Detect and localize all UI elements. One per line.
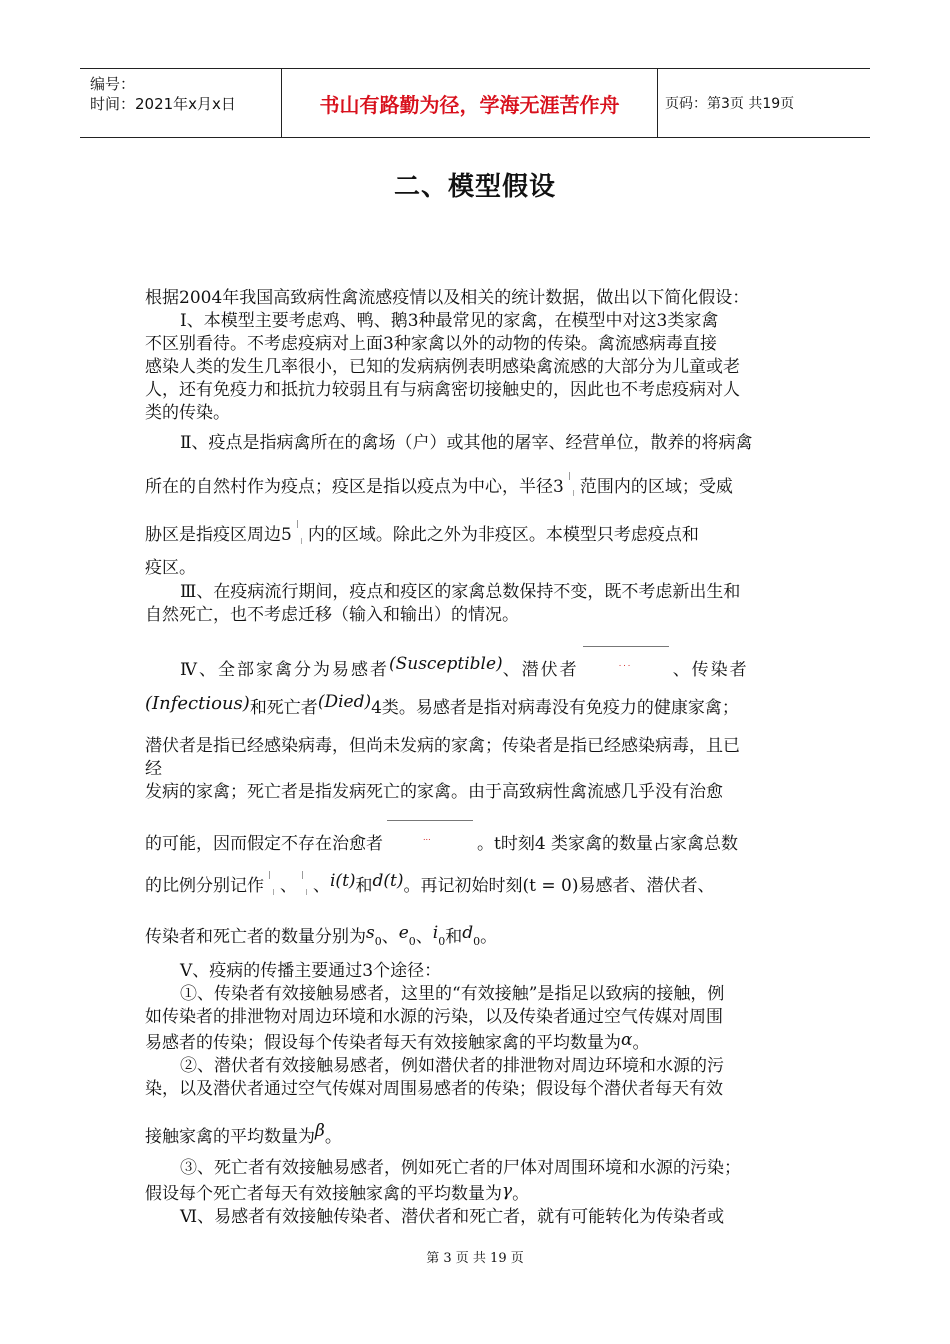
- paragraph-line: 人，还有免疫力和抵抗力较弱且有与病禽密切接触史的，因此也不考虑疫病对人: [145, 380, 740, 400]
- paragraph-line: [145, 691, 739, 719]
- paragraph-line: 经: [145, 759, 162, 779]
- number-label: 编号：: [90, 75, 136, 93]
- text-run: 。: [512, 1184, 530, 1204]
- paragraph-line: ③、死亡者有效接触易感者，例如死亡者的尸体对周围环境和水源的污染；: [180, 1158, 741, 1178]
- paragraph-line: 潜伏者是指已经感染病毒，但尚未发病的家禽；传染者是指已经感染病毒，且已: [145, 736, 740, 756]
- math-died: (Died): [317, 692, 372, 712]
- paragraph-line: 不区别看待。不考虑疫病对上面3种家禽以外的动物的传染。禽流感病毒直接: [145, 334, 717, 354]
- paragraph-line: 疫区。: [145, 558, 196, 578]
- text-run: 。再记初始时刻(t = 0)易感者、潜伏者、: [403, 876, 715, 896]
- formula-placeholder: [267, 871, 277, 897]
- formula-placeholder: ...: [583, 646, 669, 667]
- subscript-zero: 0: [408, 935, 416, 948]
- text-run: 。t时刻4 类家禽的数量占家禽总数: [477, 834, 739, 854]
- page-footer: 第 3 页 共 19 页: [426, 1251, 524, 1266]
- text-run: 和死亡者: [249, 698, 318, 718]
- math-gamma: γ: [502, 1181, 513, 1201]
- text-run: 传染者和死亡者的数量分别为: [145, 927, 366, 947]
- motto: 书山有路勤为径，学海无涯苦作舟: [281, 69, 658, 137]
- text-run: 。: [324, 1127, 342, 1147]
- text-run: 和: [355, 876, 373, 896]
- formula-placeholder: ...: [387, 820, 473, 841]
- text-run: 所在的自然村作为疫点；疫区是指以疫点为中心，半径3: [145, 477, 564, 497]
- math-i0: i: [432, 923, 439, 943]
- math-d0: d: [462, 923, 474, 943]
- text-run: 接触家禽的平均数量为: [145, 1127, 315, 1147]
- text-run: 假设每个死亡者每天有效接触家禽的平均数量为: [145, 1184, 502, 1204]
- paragraph-line: Ⅰ、本模型主要考虑鸡、鸭、鹅3种最常见的家禽，在模型中对这3类家禽: [180, 311, 719, 331]
- math-infectious: (Infectious): [145, 693, 250, 714]
- math-alpha: α: [621, 1030, 633, 1050]
- date-label: 时间：2021年x月x日: [90, 95, 236, 113]
- text-run: 、传染者: [672, 660, 749, 680]
- formula-placeholder: [300, 871, 310, 897]
- paragraph-line: [145, 520, 699, 546]
- text-run: 、: [313, 876, 330, 896]
- header-table: [80, 68, 870, 138]
- text-run: Ⅳ、全部家禽分为易感者: [180, 660, 389, 680]
- math-it: i(t): [330, 871, 356, 891]
- paragraph-line: [145, 820, 738, 855]
- text-run: 的可能，因而假定不存在治愈者: [145, 834, 383, 854]
- text-run: 。: [632, 1033, 650, 1053]
- paragraph-line: [145, 922, 497, 953]
- math-beta: β: [315, 1121, 325, 1141]
- paragraph-line: 类的传染。: [145, 403, 230, 423]
- subscript-zero: 0: [374, 935, 382, 948]
- text-run: 的比例分别记作: [145, 876, 264, 896]
- paragraph-line: Ⅱ、疫点是指病禽所在的禽场（户）或其他的屠宰、经营单位，散养的将病禽: [180, 433, 753, 453]
- paragraph-line: Ⅴ、疫病的传播主要通过3个途径：: [180, 961, 442, 981]
- text-run: 范围内的区域；受威: [579, 477, 733, 497]
- unit-placeholder: [295, 520, 305, 546]
- section-title: 二、模型假设: [393, 172, 556, 202]
- paragraph-line: Ⅲ、在疫病流行期间，疫点和疫区的家禽总数保持不变，既不考虑新出生和: [180, 582, 741, 602]
- paragraph-line: [145, 1180, 529, 1205]
- paragraph-line: [180, 646, 749, 681]
- paragraph-line: Ⅵ、易感者有效接触传染者、潜伏者和死亡者，就有可能转化为传染者或: [180, 1207, 725, 1227]
- paragraph-line: 感染人类的发生几率很小，已知的发病病例表明感染禽流感的大部分为儿童或老: [145, 357, 740, 377]
- subscript-zero: 0: [438, 935, 446, 948]
- math-e0: e: [398, 923, 409, 943]
- text-run: 和: [445, 927, 463, 947]
- paragraph-line: [145, 1120, 342, 1148]
- header-left-cell: [80, 69, 280, 137]
- text-run: 。: [480, 927, 498, 947]
- text-run: 、: [381, 927, 399, 947]
- paragraph-line: ①、传染者有效接触易感者，这里的“有效接触”是指足以致病的接触，例: [180, 984, 725, 1004]
- paragraph-line: [145, 472, 733, 498]
- text-run: 胁区是指疫区周边5: [145, 525, 292, 545]
- subscript-zero: 0: [473, 935, 481, 948]
- paragraph-line: [145, 870, 715, 897]
- math-dt: d(t): [372, 871, 404, 891]
- page-info: 页码：第3页 共19页: [665, 96, 795, 112]
- paragraph-line: 染，以及潜伏者通过空气传媒对周围易感者的传染；假设每个潜伏者每天有效: [145, 1079, 723, 1099]
- text-run: 内的区域。除此之外为非疫区。本模型只考虑疫点和: [307, 525, 699, 545]
- unit-placeholder: [567, 472, 577, 498]
- math-susceptible: (Susceptible): [388, 654, 503, 674]
- paragraph-line: 发病的家禽；死亡者是指发病死亡的家禽。由于高致病性禽流感几乎没有治愈: [145, 782, 723, 802]
- math-s0: s: [366, 923, 375, 943]
- text-run: 4类。易感者是指对病毒没有免疫力的健康家禽；: [371, 698, 739, 718]
- text-run: 、: [280, 876, 297, 896]
- text-run: 易感者的传染；假设每个传染者每天有效接触家禽的平均数量为: [145, 1033, 621, 1053]
- paragraph-line: 根据2004年我国高致病性禽流感疫情以及相关的统计数据，做出以下简化假设：: [145, 288, 750, 308]
- paragraph-line: [145, 1029, 649, 1054]
- text-run: 、潜伏者: [502, 660, 579, 680]
- paragraph-line: 如传染者的排泄物对周边环境和水源的污染，以及传染者通过空气传媒对周围: [145, 1007, 723, 1027]
- paragraph-line: 自然死亡，也不考虑迁移（输入和输出）的情况。: [145, 605, 519, 625]
- text-run: 、: [415, 927, 433, 947]
- paragraph-line: ②、潜伏者有效接触易感者，例如潜伏者的排泄物对周边环境和水源的污: [180, 1056, 724, 1076]
